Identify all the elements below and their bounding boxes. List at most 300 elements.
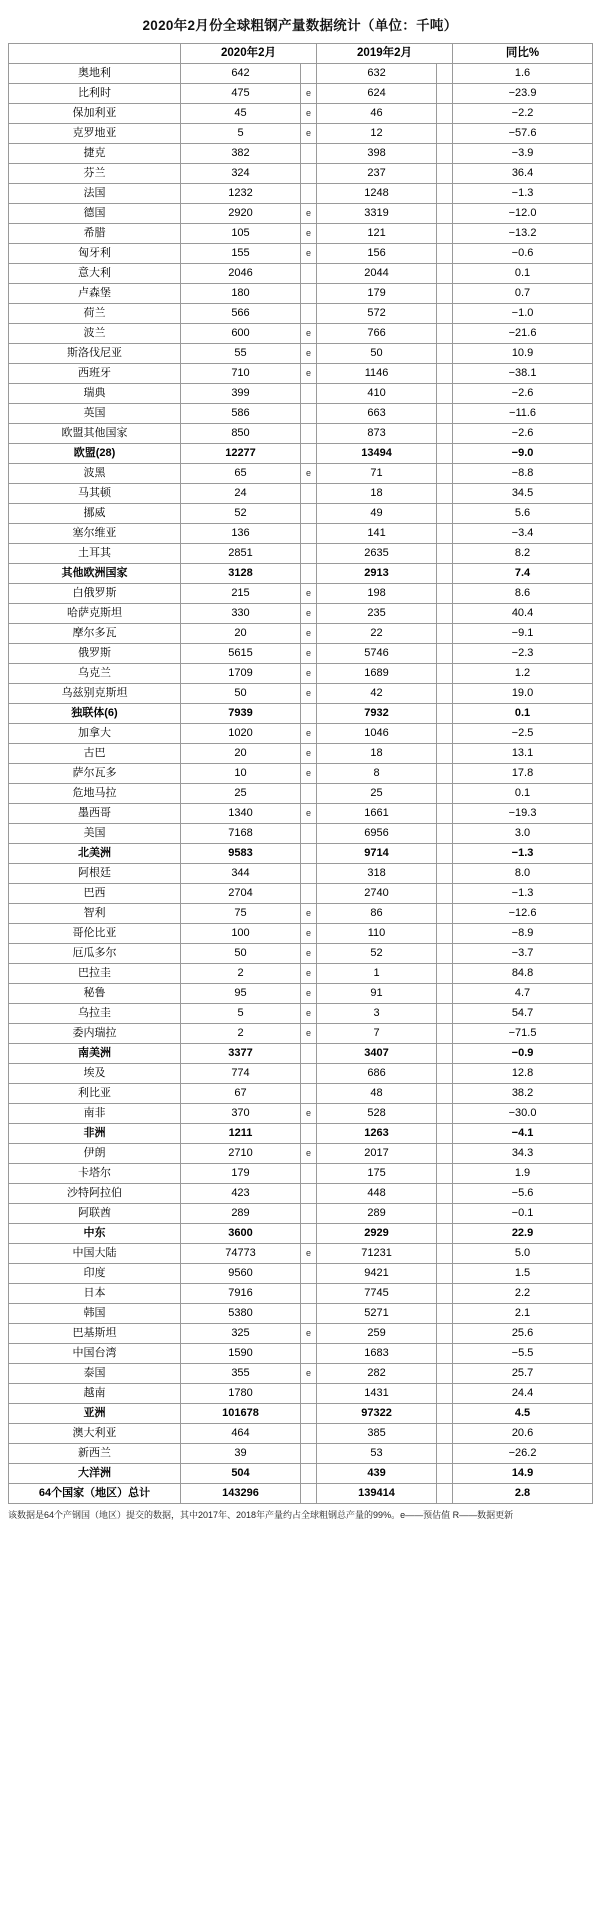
- page-title: 2020年2月份全球粗钢产量数据统计（单位：千吨）: [142, 18, 458, 33]
- cell-yoy-change: 22.9: [453, 1224, 593, 1244]
- cell-yoy-change: 14.9: [453, 1464, 593, 1484]
- cell-yoy-change: 38.2: [453, 1084, 593, 1104]
- cell-previous-estimate-flag: [437, 764, 453, 784]
- cell-current-estimate-flag: [301, 1204, 317, 1224]
- cell-previous-value: 235: [317, 604, 437, 624]
- table-row: [9, 464, 593, 484]
- cell-previous-value: 42: [317, 684, 437, 704]
- cell-previous-value: 528: [317, 1104, 437, 1124]
- cell-current-value: 710: [181, 364, 301, 384]
- cell-country: 南美洲: [9, 1044, 181, 1064]
- cell-yoy-change: 5.6: [453, 504, 593, 524]
- cell-previous-value: 110: [317, 924, 437, 944]
- cell-country: 伊朗: [9, 1144, 181, 1164]
- cell-previous-estimate-flag: [437, 864, 453, 884]
- steel-production-table: [8, 43, 593, 1504]
- cell-previous-value: 13494: [317, 444, 437, 464]
- cell-current-estimate-flag: e: [301, 1024, 317, 1044]
- table-row: [9, 604, 593, 624]
- table-footnote: 该数据是64个产钢国（地区）提交的数据，其中2017年、2018年产量约占全球粗钢总产量的99%。e——预估值 R——数据更新: [8, 1510, 514, 1520]
- cell-previous-estimate-flag: [437, 1264, 453, 1284]
- cell-yoy-change: −5.6: [453, 1184, 593, 1204]
- cell-current-estimate-flag: [301, 384, 317, 404]
- cell-previous-value: 2017: [317, 1144, 437, 1164]
- table-row: [9, 824, 593, 844]
- column-header-change: 同比%: [453, 44, 593, 64]
- cell-current-value: 1709: [181, 664, 301, 684]
- cell-current-estimate-flag: [301, 304, 317, 324]
- cell-country: 俄罗斯: [9, 644, 181, 664]
- cell-current-value: 7168: [181, 824, 301, 844]
- table-row: [9, 1284, 593, 1304]
- cell-country: 荷兰: [9, 304, 181, 324]
- cell-current-value: 330: [181, 604, 301, 624]
- column-header-current: 2020年2月: [181, 44, 317, 64]
- cell-current-value: 5: [181, 1004, 301, 1024]
- cell-current-estimate-flag: e: [301, 964, 317, 984]
- cell-previous-value: 1683: [317, 1344, 437, 1364]
- cell-country: 独联体(6): [9, 704, 181, 724]
- cell-current-estimate-flag: e: [301, 744, 317, 764]
- cell-previous-value: 2913: [317, 564, 437, 584]
- table-row: [9, 344, 593, 364]
- table-row: [9, 244, 593, 264]
- cell-previous-estimate-flag: [437, 664, 453, 684]
- cell-country: 哥伦比亚: [9, 924, 181, 944]
- cell-current-value: 25: [181, 784, 301, 804]
- table-body: [9, 64, 593, 1504]
- cell-current-value: 324: [181, 164, 301, 184]
- cell-previous-estimate-flag: [437, 244, 453, 264]
- cell-current-value: 7916: [181, 1284, 301, 1304]
- cell-yoy-change: 40.4: [453, 604, 593, 624]
- cell-yoy-change: −38.1: [453, 364, 593, 384]
- cell-previous-estimate-flag: [437, 1224, 453, 1244]
- cell-current-value: 3377: [181, 1044, 301, 1064]
- cell-previous-estimate-flag: [437, 84, 453, 104]
- cell-current-value: 5615: [181, 644, 301, 664]
- cell-previous-value: 624: [317, 84, 437, 104]
- cell-previous-value: 1046: [317, 724, 437, 744]
- table-row: [9, 304, 593, 324]
- cell-current-estimate-flag: [301, 884, 317, 904]
- cell-current-value: 2851: [181, 544, 301, 564]
- table-row: [9, 984, 593, 1004]
- cell-yoy-change: −3.9: [453, 144, 593, 164]
- cell-previous-estimate-flag: [437, 1064, 453, 1084]
- cell-previous-estimate-flag: [437, 1464, 453, 1484]
- cell-current-value: 24: [181, 484, 301, 504]
- table-row: [9, 324, 593, 344]
- cell-yoy-change: 20.6: [453, 1424, 593, 1444]
- cell-current-value: 155: [181, 244, 301, 264]
- cell-current-value: 105: [181, 224, 301, 244]
- cell-current-estimate-flag: [301, 1464, 317, 1484]
- cell-yoy-change: 0.1: [453, 264, 593, 284]
- table-row: [9, 884, 593, 904]
- cell-current-estimate-flag: [301, 1384, 317, 1404]
- cell-previous-estimate-flag: [437, 884, 453, 904]
- cell-yoy-change: −23.9: [453, 84, 593, 104]
- cell-previous-estimate-flag: [437, 404, 453, 424]
- cell-yoy-change: 1.2: [453, 664, 593, 684]
- cell-yoy-change: −2.6: [453, 384, 593, 404]
- cell-previous-estimate-flag: [437, 644, 453, 664]
- cell-current-value: 5380: [181, 1304, 301, 1324]
- cell-current-value: 1780: [181, 1384, 301, 1404]
- cell-yoy-change: −0.6: [453, 244, 593, 264]
- cell-previous-value: 86: [317, 904, 437, 924]
- table-row: [9, 584, 593, 604]
- cell-country: 中国台湾: [9, 1344, 181, 1364]
- cell-previous-estimate-flag: [437, 224, 453, 244]
- table-row: [9, 1204, 593, 1224]
- table-row: [9, 964, 593, 984]
- cell-previous-estimate-flag: [437, 924, 453, 944]
- cell-yoy-change: −9.0: [453, 444, 593, 464]
- cell-yoy-change: 4.5: [453, 1404, 593, 1424]
- cell-country: 秘鲁: [9, 984, 181, 1004]
- cell-previous-estimate-flag: [437, 1404, 453, 1424]
- cell-current-estimate-flag: e: [301, 1004, 317, 1024]
- cell-previous-value: 1248: [317, 184, 437, 204]
- cell-current-value: 95: [181, 984, 301, 1004]
- cell-yoy-change: −2.3: [453, 644, 593, 664]
- cell-country: 英国: [9, 404, 181, 424]
- cell-previous-estimate-flag: [437, 324, 453, 344]
- cell-yoy-change: −2.5: [453, 724, 593, 744]
- cell-previous-value: 18: [317, 484, 437, 504]
- cell-previous-estimate-flag: [437, 804, 453, 824]
- cell-yoy-change: 2.2: [453, 1284, 593, 1304]
- cell-previous-estimate-flag: [437, 1124, 453, 1144]
- table-row: [9, 264, 593, 284]
- cell-yoy-change: −1.3: [453, 844, 593, 864]
- cell-previous-estimate-flag: [437, 484, 453, 504]
- table-header-row: [9, 44, 593, 64]
- cell-current-value: 1340: [181, 804, 301, 824]
- cell-previous-estimate-flag: [437, 1184, 453, 1204]
- cell-current-estimate-flag: e: [301, 944, 317, 964]
- cell-previous-value: 12: [317, 124, 437, 144]
- column-header-previous: 2019年2月: [317, 44, 453, 64]
- cell-country: 希腊: [9, 224, 181, 244]
- cell-previous-value: 5271: [317, 1304, 437, 1324]
- cell-country: 64个国家（地区）总计: [9, 1484, 181, 1504]
- cell-country: 利比亚: [9, 1084, 181, 1104]
- cell-previous-estimate-flag: [437, 544, 453, 564]
- cell-current-estimate-flag: [301, 144, 317, 164]
- cell-previous-value: 121: [317, 224, 437, 244]
- cell-yoy-change: −3.4: [453, 524, 593, 544]
- table-row: [9, 724, 593, 744]
- cell-country: 卡塔尔: [9, 1164, 181, 1184]
- cell-previous-estimate-flag: [437, 784, 453, 804]
- cell-previous-value: 7745: [317, 1284, 437, 1304]
- cell-previous-value: 139414: [317, 1484, 437, 1504]
- cell-current-estimate-flag: [301, 1284, 317, 1304]
- cell-previous-estimate-flag: [437, 1424, 453, 1444]
- cell-current-estimate-flag: [301, 1264, 317, 1284]
- cell-country: 澳大利亚: [9, 1424, 181, 1444]
- cell-previous-estimate-flag: [437, 184, 453, 204]
- cell-yoy-change: −1.3: [453, 184, 593, 204]
- cell-current-value: 399: [181, 384, 301, 404]
- cell-previous-estimate-flag: [437, 1284, 453, 1304]
- cell-yoy-change: 13.1: [453, 744, 593, 764]
- cell-current-value: 10: [181, 764, 301, 784]
- cell-current-estimate-flag: e: [301, 344, 317, 364]
- cell-previous-value: 572: [317, 304, 437, 324]
- cell-country: 埃及: [9, 1064, 181, 1084]
- cell-current-estimate-flag: e: [301, 1144, 317, 1164]
- cell-country: 法国: [9, 184, 181, 204]
- cell-current-estimate-flag: e: [301, 724, 317, 744]
- cell-country: 芬兰: [9, 164, 181, 184]
- cell-current-value: 289: [181, 1204, 301, 1224]
- cell-country: 乌兹别克斯坦: [9, 684, 181, 704]
- cell-previous-value: 48: [317, 1084, 437, 1104]
- cell-previous-estimate-flag: [437, 724, 453, 744]
- cell-previous-estimate-flag: [437, 824, 453, 844]
- table-row: [9, 404, 593, 424]
- table-row: [9, 124, 593, 144]
- table-row: [9, 224, 593, 244]
- cell-yoy-change: 24.4: [453, 1384, 593, 1404]
- cell-previous-value: 9714: [317, 844, 437, 864]
- cell-yoy-change: 8.6: [453, 584, 593, 604]
- cell-current-value: 50: [181, 684, 301, 704]
- cell-previous-value: 398: [317, 144, 437, 164]
- cell-yoy-change: 1.6: [453, 64, 593, 84]
- cell-country: 奥地利: [9, 64, 181, 84]
- cell-country: 其他欧洲国家: [9, 564, 181, 584]
- cell-yoy-change: −1.0: [453, 304, 593, 324]
- table-row: [9, 1044, 593, 1064]
- table-row: [9, 1004, 593, 1024]
- table-row: [9, 1384, 593, 1404]
- cell-current-value: 2710: [181, 1144, 301, 1164]
- cell-current-value: 325: [181, 1324, 301, 1344]
- cell-country: 斯洛伐尼亚: [9, 344, 181, 364]
- cell-current-value: 344: [181, 864, 301, 884]
- cell-previous-estimate-flag: [437, 464, 453, 484]
- table-row: [9, 904, 593, 924]
- cell-current-estimate-flag: e: [301, 204, 317, 224]
- table-row: [9, 184, 593, 204]
- cell-current-estimate-flag: e: [301, 804, 317, 824]
- cell-previous-estimate-flag: [437, 364, 453, 384]
- cell-previous-estimate-flag: [437, 284, 453, 304]
- cell-country: 土耳其: [9, 544, 181, 564]
- cell-country: 波兰: [9, 324, 181, 344]
- cell-country: 阿根廷: [9, 864, 181, 884]
- table-row: [9, 704, 593, 724]
- cell-country: 中国大陆: [9, 1244, 181, 1264]
- cell-current-estimate-flag: [301, 264, 317, 284]
- cell-country: 中东: [9, 1224, 181, 1244]
- table-row: [9, 1064, 593, 1084]
- cell-current-value: 143296: [181, 1484, 301, 1504]
- table-row: [9, 544, 593, 564]
- cell-yoy-change: −13.2: [453, 224, 593, 244]
- cell-country: 乌拉圭: [9, 1004, 181, 1024]
- table-row: [9, 524, 593, 544]
- cell-previous-estimate-flag: [437, 304, 453, 324]
- cell-previous-value: 53: [317, 1444, 437, 1464]
- cell-previous-value: 632: [317, 64, 437, 84]
- cell-yoy-change: 84.8: [453, 964, 593, 984]
- cell-previous-value: 8: [317, 764, 437, 784]
- cell-current-value: 136: [181, 524, 301, 544]
- cell-previous-value: 71231: [317, 1244, 437, 1264]
- cell-current-estimate-flag: [301, 1084, 317, 1104]
- cell-current-estimate-flag: [301, 864, 317, 884]
- table-row: [9, 644, 593, 664]
- cell-yoy-change: 7.4: [453, 564, 593, 584]
- cell-yoy-change: −26.2: [453, 1444, 593, 1464]
- cell-current-estimate-flag: [301, 844, 317, 864]
- cell-previous-value: 71: [317, 464, 437, 484]
- cell-current-value: 3600: [181, 1224, 301, 1244]
- table-row: [9, 144, 593, 164]
- cell-yoy-change: 36.4: [453, 164, 593, 184]
- cell-country: 德国: [9, 204, 181, 224]
- cell-current-estimate-flag: [301, 184, 317, 204]
- cell-previous-value: 259: [317, 1324, 437, 1344]
- cell-current-value: 774: [181, 1064, 301, 1084]
- cell-current-estimate-flag: e: [301, 984, 317, 1004]
- cell-yoy-change: 34.3: [453, 1144, 593, 1164]
- table-row: [9, 504, 593, 524]
- cell-previous-value: 97322: [317, 1404, 437, 1424]
- cell-current-estimate-flag: [301, 164, 317, 184]
- cell-previous-value: 91: [317, 984, 437, 1004]
- cell-yoy-change: −5.5: [453, 1344, 593, 1364]
- cell-yoy-change: −21.6: [453, 324, 593, 344]
- cell-current-estimate-flag: e: [301, 124, 317, 144]
- table-row: [9, 744, 593, 764]
- cell-current-estimate-flag: e: [301, 904, 317, 924]
- cell-yoy-change: 4.7: [453, 984, 593, 1004]
- cell-country: 越南: [9, 1384, 181, 1404]
- table-row: [9, 1324, 593, 1344]
- cell-previous-estimate-flag: [437, 144, 453, 164]
- cell-previous-value: 2044: [317, 264, 437, 284]
- cell-previous-value: 237: [317, 164, 437, 184]
- cell-current-estimate-flag: [301, 1164, 317, 1184]
- table-row: [9, 624, 593, 644]
- cell-current-estimate-flag: e: [301, 224, 317, 244]
- cell-country: 委内瑞拉: [9, 1024, 181, 1044]
- cell-yoy-change: 0.7: [453, 284, 593, 304]
- cell-previous-estimate-flag: [437, 1004, 453, 1024]
- cell-current-value: 642: [181, 64, 301, 84]
- table-row: [9, 864, 593, 884]
- cell-yoy-change: 2.1: [453, 1304, 593, 1324]
- cell-previous-estimate-flag: [437, 744, 453, 764]
- cell-previous-estimate-flag: [437, 1104, 453, 1124]
- cell-previous-estimate-flag: [437, 1484, 453, 1504]
- cell-country: 南非: [9, 1104, 181, 1124]
- cell-country: 匈牙利: [9, 244, 181, 264]
- cell-current-estimate-flag: e: [301, 664, 317, 684]
- cell-current-estimate-flag: [301, 704, 317, 724]
- table-row: [9, 1464, 593, 1484]
- cell-previous-estimate-flag: [437, 604, 453, 624]
- cell-previous-estimate-flag: [437, 904, 453, 924]
- cell-current-value: 74773: [181, 1244, 301, 1264]
- cell-current-value: 1020: [181, 724, 301, 744]
- cell-current-estimate-flag: e: [301, 84, 317, 104]
- table-row: [9, 564, 593, 584]
- cell-previous-value: 873: [317, 424, 437, 444]
- cell-yoy-change: −30.0: [453, 1104, 593, 1124]
- cell-current-value: 600: [181, 324, 301, 344]
- cell-current-value: 39: [181, 1444, 301, 1464]
- table-row: [9, 1024, 593, 1044]
- cell-current-value: 12277: [181, 444, 301, 464]
- cell-current-value: 7939: [181, 704, 301, 724]
- cell-previous-value: 1263: [317, 1124, 437, 1144]
- cell-previous-estimate-flag: [437, 1324, 453, 1344]
- column-header-country: [9, 44, 181, 64]
- cell-previous-value: 175: [317, 1164, 437, 1184]
- cell-previous-value: 2740: [317, 884, 437, 904]
- table-row: [9, 1424, 593, 1444]
- cell-country: 北美洲: [9, 844, 181, 864]
- cell-yoy-change: −12.6: [453, 904, 593, 924]
- cell-previous-estimate-flag: [437, 964, 453, 984]
- cell-country: 波黑: [9, 464, 181, 484]
- cell-previous-value: 410: [317, 384, 437, 404]
- cell-yoy-change: 17.8: [453, 764, 593, 784]
- cell-previous-value: 49: [317, 504, 437, 524]
- cell-current-estimate-flag: e: [301, 464, 317, 484]
- table-row: [9, 204, 593, 224]
- cell-country: 新西兰: [9, 1444, 181, 1464]
- cell-current-estimate-flag: [301, 784, 317, 804]
- cell-current-estimate-flag: [301, 1484, 317, 1504]
- cell-current-estimate-flag: [301, 1304, 317, 1324]
- cell-previous-estimate-flag: [437, 1164, 453, 1184]
- cell-current-estimate-flag: [301, 484, 317, 504]
- cell-country: 西班牙: [9, 364, 181, 384]
- table-row: [9, 1164, 593, 1184]
- cell-current-value: 179: [181, 1164, 301, 1184]
- cell-country: 加拿大: [9, 724, 181, 744]
- cell-country: 巴西: [9, 884, 181, 904]
- cell-previous-estimate-flag: [437, 984, 453, 1004]
- table-row: [9, 1404, 593, 1424]
- cell-current-estimate-flag: e: [301, 624, 317, 644]
- cell-current-value: 355: [181, 1364, 301, 1384]
- cell-previous-estimate-flag: [437, 504, 453, 524]
- cell-current-estimate-flag: [301, 1184, 317, 1204]
- cell-country: 古巴: [9, 744, 181, 764]
- cell-previous-value: 7: [317, 1024, 437, 1044]
- cell-yoy-change: −4.1: [453, 1124, 593, 1144]
- cell-previous-estimate-flag: [437, 1024, 453, 1044]
- cell-country: 厄瓜多尔: [9, 944, 181, 964]
- cell-previous-estimate-flag: [437, 204, 453, 224]
- cell-current-estimate-flag: [301, 1064, 317, 1084]
- cell-current-value: 20: [181, 744, 301, 764]
- cell-previous-estimate-flag: [437, 564, 453, 584]
- cell-country: 沙特阿拉伯: [9, 1184, 181, 1204]
- cell-previous-estimate-flag: [437, 164, 453, 184]
- cell-country: 保加利亚: [9, 104, 181, 124]
